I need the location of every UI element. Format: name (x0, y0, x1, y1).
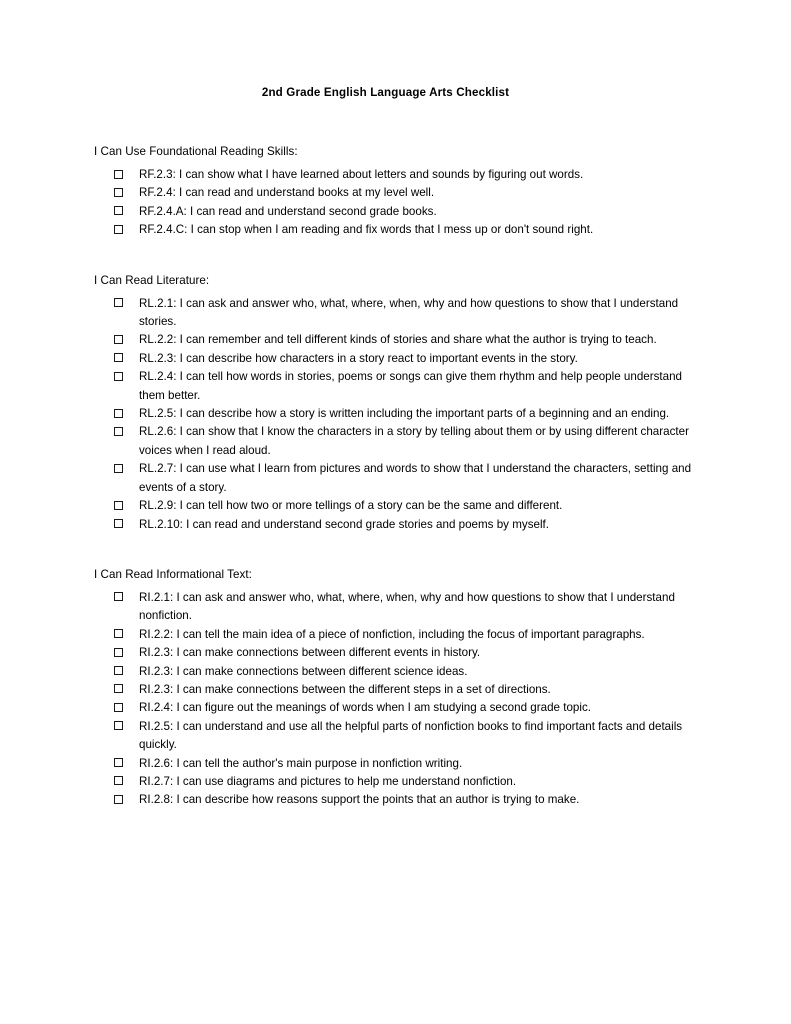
list-item (114, 681, 695, 699)
list-item-label: RL.2.5: I can describe how a story is written including the important parts of a beginning and an ending. (139, 407, 670, 421)
checkbox-icon[interactable] (114, 170, 123, 179)
list-item (114, 203, 695, 221)
checkbox-icon[interactable] (114, 353, 123, 362)
list-item (114, 791, 695, 809)
list-item-label: RI.2.7: I can use diagrams and pictures to help me understand nonfiction. (139, 774, 517, 788)
list-item (114, 184, 695, 202)
section-heading: I Can Read Literature: (94, 273, 210, 287)
list-item-label: RI.2.1: I can ask and answer who, what, where, when, why and how questions to show that I understand nonfiction. (139, 590, 675, 623)
checkbox-icon[interactable] (114, 464, 123, 473)
list-item (114, 460, 695, 497)
checkbox-icon[interactable] (114, 335, 123, 344)
list-item-label: RL.2.10: I can read and understand second grade stories and poems by myself. (139, 517, 550, 531)
list-item-label: RI.2.3: I can make connections between the different steps in a set of directions. (139, 682, 551, 696)
list-item-label: RL.2.7: I can use what I learn from pictures and words to show that I understand the characters, setting and events of a story. (139, 462, 692, 494)
list-item (114, 350, 695, 368)
list-item (114, 221, 695, 239)
checkbox-icon[interactable] (114, 666, 123, 675)
list-item-label: RF.2.4: I can read and understand books at my level well. (139, 186, 435, 200)
list-item-label: RI.2.8: I can describe how reasons support the points that an author is trying to make. (139, 793, 580, 807)
section-spacer (94, 240, 695, 274)
list-item-label: RL.2.2: I can remember and tell different kinds of stories and share what the author is trying to teach. (139, 333, 657, 347)
checkbox-icon[interactable] (114, 703, 123, 712)
list-item-label: RI.2.3: I can make connections between different events in history. (139, 646, 481, 660)
section-heading: I Can Use Foundational Reading Skills: (94, 145, 298, 158)
list-item-label: RL.2.9: I can tell how two or more tellings of a story can be the same and different. (139, 499, 563, 513)
checklist (94, 166, 695, 240)
list-item (114, 755, 695, 773)
list-item-label: RL.2.4: I can tell how words in stories, poems or songs can give them rhythm and help people understand them better. (139, 370, 683, 402)
list-item-label: RI.2.5: I can understand and use all the helpful parts of nonfiction books to find important facts and details quickly. (139, 719, 683, 752)
list-item-label: RI.2.3: I can make connections between different science ideas. (139, 664, 468, 678)
list-item-label: RF.2.4.C: I can stop when I am reading and fix words that I mess up or don't sound right. (139, 223, 594, 237)
list-item (114, 699, 695, 717)
list-item (114, 626, 695, 644)
checkbox-icon[interactable] (114, 206, 123, 215)
section-read-informational-text (94, 568, 695, 810)
page-title: 2nd Grade English Language Arts Checklist (261, 86, 510, 99)
checkbox-icon[interactable] (114, 795, 123, 804)
list-item-label: RI.2.4: I can figure out the meanings of words when I am studying a second grade topic. (139, 701, 591, 715)
list-item-label: RL.2.3: I can describe how characters in a story react to important events in the story. (139, 351, 578, 365)
checkbox-icon[interactable] (114, 648, 123, 657)
title-spacer (94, 99, 695, 145)
list-item (114, 516, 695, 534)
list-item (114, 423, 695, 460)
checkbox-icon[interactable] (114, 298, 123, 307)
checkbox-icon[interactable] (114, 372, 123, 381)
list-item-label: RF.2.4.A: I can read and understand second grade books. (139, 204, 437, 218)
checkbox-icon[interactable] (114, 684, 123, 693)
checkbox-icon[interactable] (114, 592, 123, 601)
list-item (114, 589, 695, 626)
section-read-literature (94, 274, 695, 534)
list-item (114, 663, 695, 681)
checkbox-icon[interactable] (114, 629, 123, 638)
checkbox-icon[interactable] (114, 188, 123, 197)
list-item-label: RF.2.3: I can show what I have learned about letters and sounds by figuring out words. (139, 168, 584, 181)
checkbox-icon[interactable] (114, 225, 123, 234)
list-item (114, 295, 695, 332)
checklist (94, 589, 695, 810)
list-item (114, 405, 695, 423)
list-item-label: RI.2.2: I can tell the main idea of a piece of nonfiction, including the focus of important paragraphs. (139, 627, 645, 641)
section-heading: I Can Read Informational Text: (94, 567, 252, 581)
list-item-label: RL.2.6: I can show that I know the characters in a story by telling about them or by using different character voices when I read aloud. (139, 425, 689, 457)
list-item-label: RI.2.6: I can tell the author's main purpose in nonfiction writing. (139, 756, 463, 770)
checkbox-icon[interactable] (114, 519, 123, 528)
checkbox-icon[interactable] (114, 776, 123, 785)
list-item (114, 368, 695, 405)
list-item (114, 718, 695, 755)
checkbox-icon[interactable] (114, 721, 123, 730)
checklist (94, 295, 695, 534)
list-item (114, 331, 695, 349)
section-foundational-reading-skills (94, 145, 695, 240)
checkbox-icon[interactable] (114, 758, 123, 767)
list-item (114, 166, 695, 184)
section-spacer (94, 534, 695, 568)
list-item (114, 497, 695, 515)
checkbox-icon[interactable] (114, 427, 123, 436)
checkbox-icon[interactable] (114, 501, 123, 510)
list-item (114, 773, 695, 791)
list-item (114, 644, 695, 662)
checkbox-icon[interactable] (114, 409, 123, 418)
list-item-label: RL.2.1: I can ask and answer who, what, where, when, why and how questions to show that I understand stories. (139, 296, 679, 329)
